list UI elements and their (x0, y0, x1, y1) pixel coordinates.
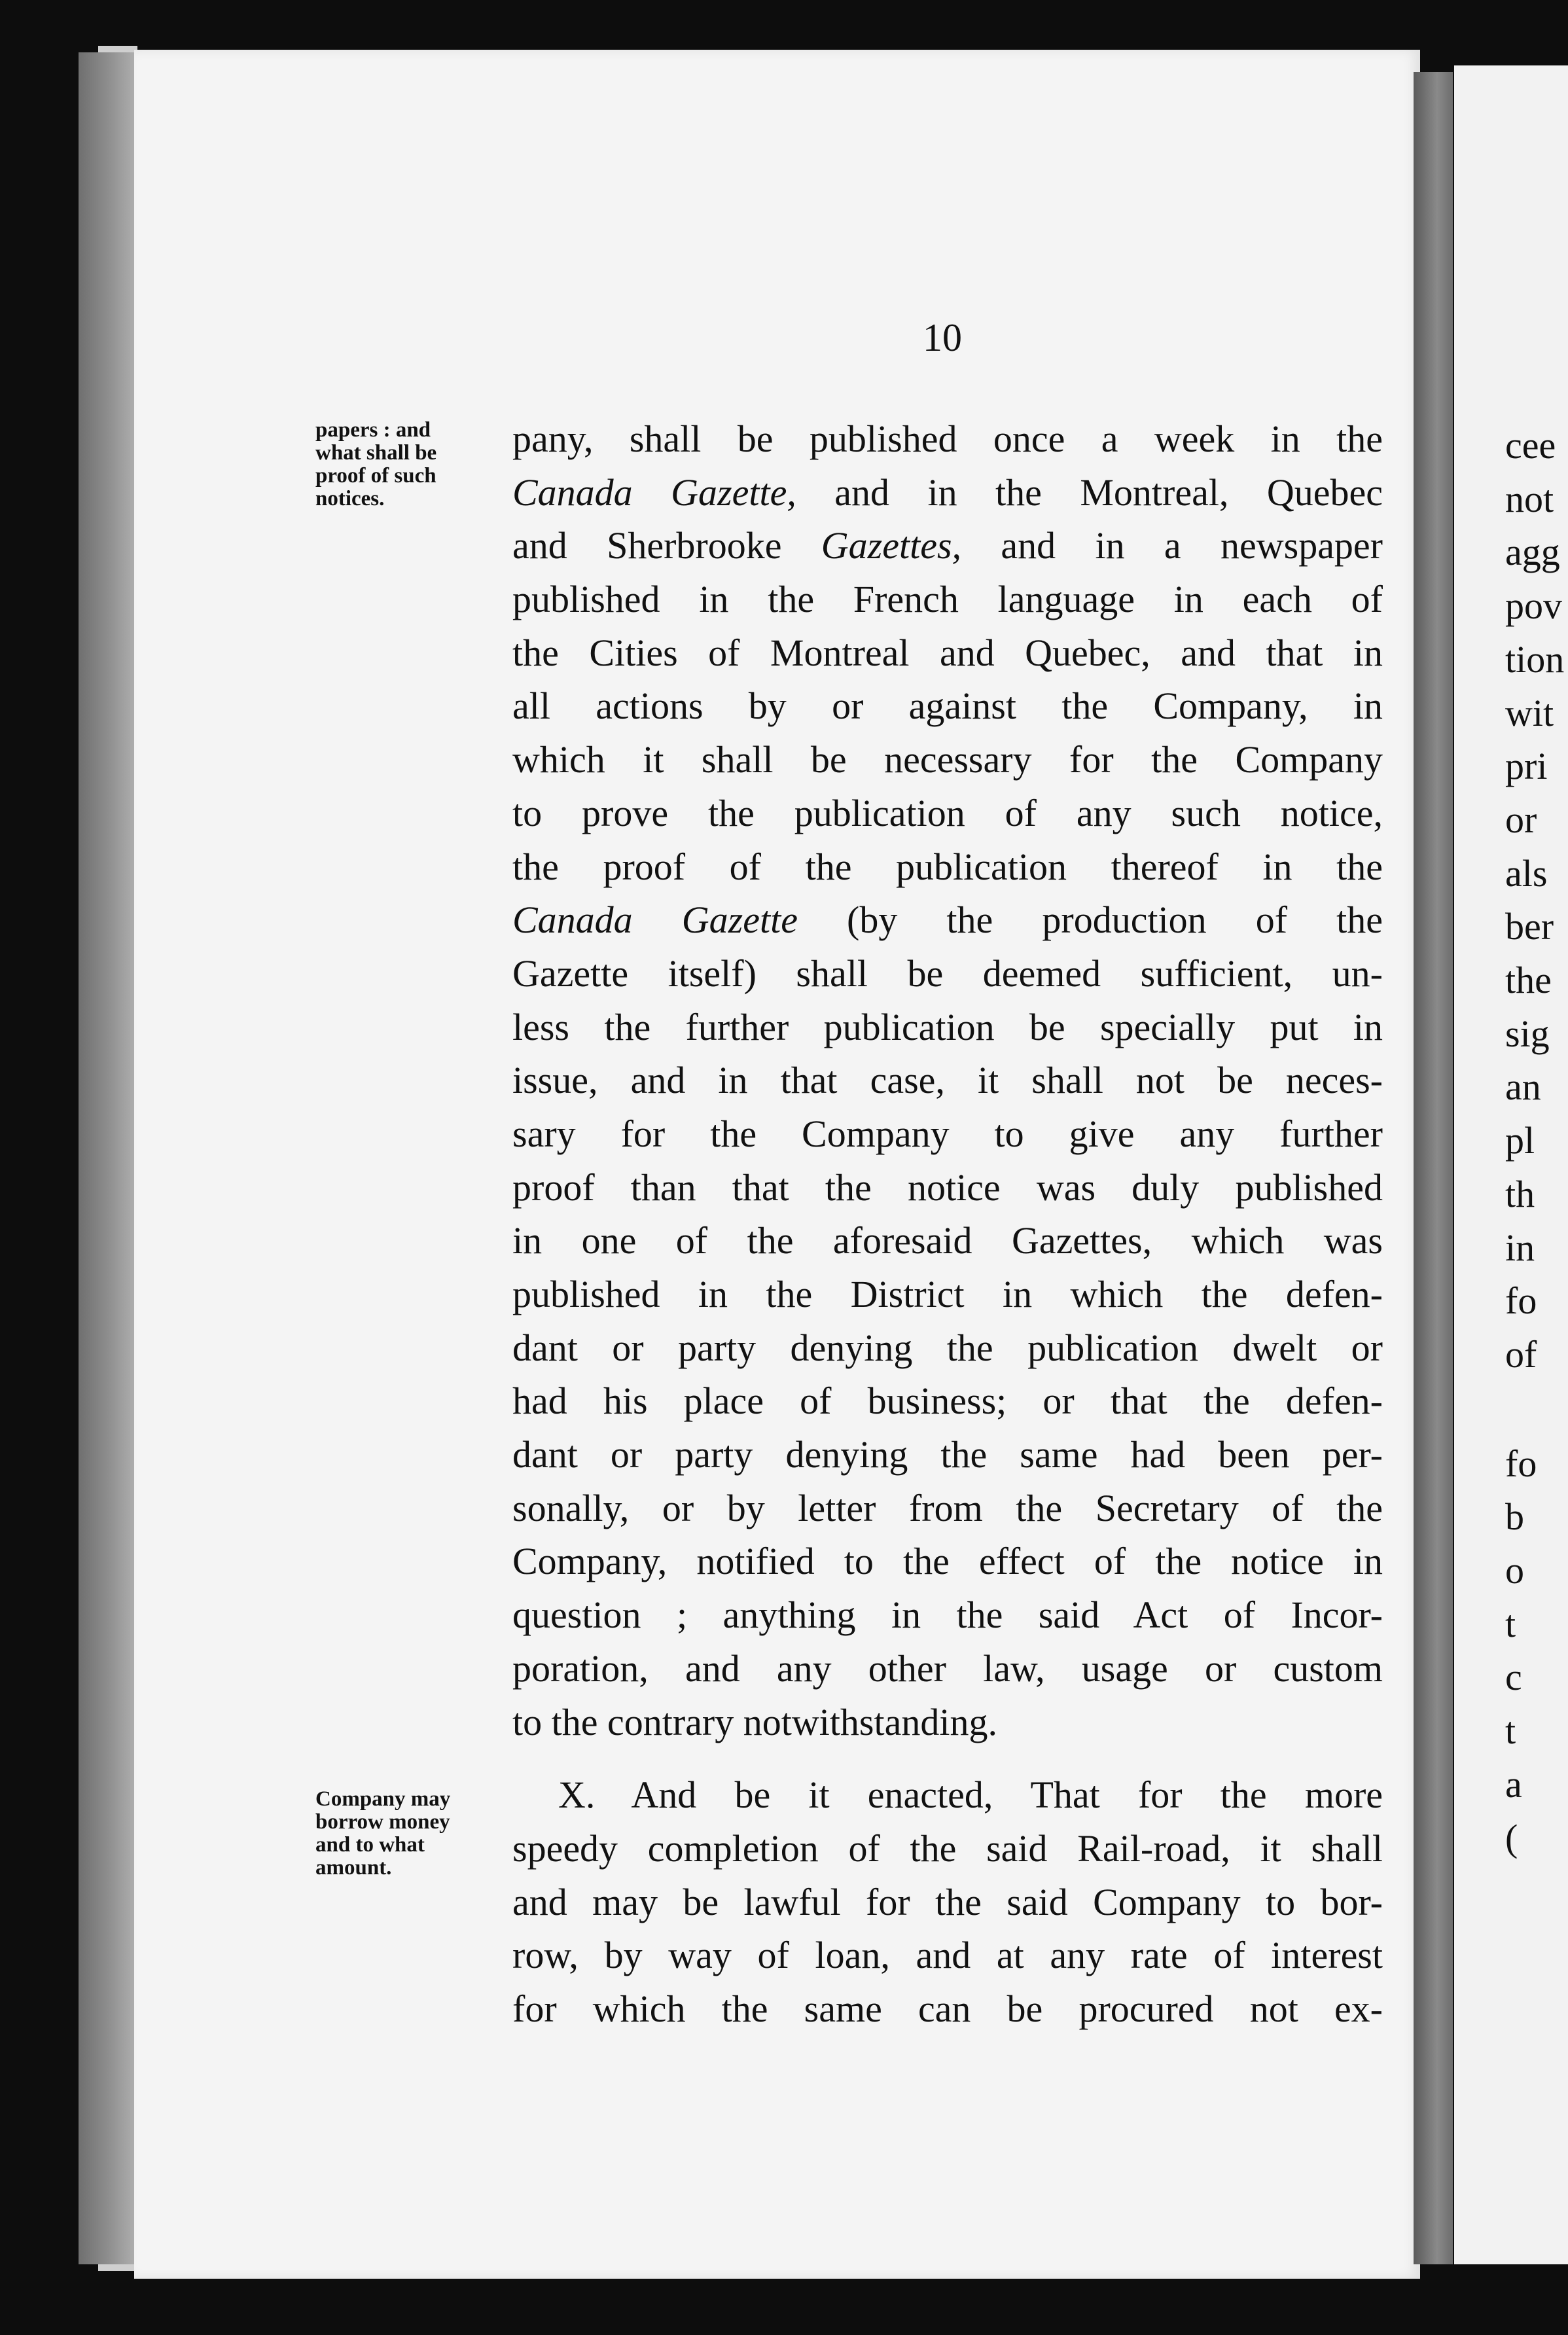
text-line: in one of the aforesaid Gazettes, which was (512, 1219, 1383, 1262)
facing-page-text-fragment: t (1505, 1602, 1516, 1645)
facing-page-text-fragment: b (1505, 1495, 1524, 1539)
margin-note-line: proof of such (315, 464, 437, 488)
italic-text: Gazettes, (821, 524, 962, 567)
text-line (512, 893, 1383, 947)
margin-note-line: borrow money (315, 1810, 450, 1834)
facing-page-text-fragment: o (1505, 1549, 1524, 1592)
text-line: and may be lawful for the said Company to bor- (512, 1880, 1383, 1923)
margin-note-line: and to what (315, 1833, 425, 1857)
margin-note-line: Company may (315, 1787, 451, 1811)
facing-page-text-fragment: pl (1505, 1119, 1535, 1162)
italic-text: Canada Gazette, (512, 471, 796, 514)
facing-page-fragment (1454, 65, 1568, 2264)
text-line: dant or party denying the publication dwelt or (512, 1326, 1383, 1369)
text-line: had his place of business; or that the defen- (512, 1380, 1383, 1423)
facing-page-text-fragment: or (1505, 798, 1537, 841)
text-line: the Cities of Montreal and Quebec, and that in (512, 631, 1383, 674)
paragraph-gap (512, 1749, 1383, 1768)
body-text (512, 412, 1383, 2036)
facing-page-text-fragment: in (1505, 1226, 1535, 1269)
facing-page-text-fragment: cee (1505, 424, 1556, 467)
text-line: dant or party denying the same had been per- (512, 1433, 1383, 1476)
book-gutter (1414, 72, 1453, 2264)
text-line: question ; anything in the said Act of Incor- (512, 1594, 1383, 1637)
text-line: the proof of the publication thereof in the (512, 845, 1383, 888)
text-line: issue, and in that case, it shall not be neces- (512, 1059, 1383, 1102)
text-line: poration, and any other law, usage or custom (512, 1647, 1383, 1690)
facing-page-text-fragment: th (1505, 1172, 1535, 1215)
margin-note-notices (315, 419, 505, 510)
text-line: sary for the Company to give any further (512, 1112, 1383, 1155)
left-binding-shadow (79, 52, 141, 2264)
margin-note-line: what shall be (315, 441, 437, 465)
text-line: speedy completion of the said Rail-road, it shall (512, 1827, 1383, 1870)
margin-note-line: amount. (315, 1856, 392, 1880)
facing-page-text-fragment: agg (1505, 531, 1560, 574)
text-line: proof than that the notice was duly published (512, 1166, 1383, 1209)
text-line: all actions by or against the Company, in (512, 685, 1383, 728)
facing-page-text-fragment: a (1505, 1762, 1522, 1806)
margin-note-borrow (315, 1788, 505, 1880)
text-line: sonally, or by letter from the Secretary of the (512, 1486, 1383, 1529)
facing-page-text-fragment: pri (1505, 745, 1548, 788)
margin-note-line: notices. (315, 487, 385, 510)
facing-page-text-fragment: als (1505, 851, 1548, 895)
facing-page-text-fragment: fo (1505, 1442, 1537, 1485)
facing-page-text-fragment: c (1505, 1656, 1522, 1699)
facing-page-text-fragment: pov (1505, 584, 1562, 628)
facing-page-text-fragment: tion (1505, 637, 1565, 681)
margin-note-line: papers : and (315, 418, 431, 442)
facing-page-text-fragment: t (1505, 1709, 1516, 1753)
facing-page-text-fragment: the (1505, 959, 1552, 1001)
text-line: to prove the publication of any such notice, (512, 791, 1383, 834)
page-number: 10 (923, 316, 962, 359)
facing-page-text-fragment: an (1505, 1065, 1541, 1109)
text-run: (by the production of the (797, 899, 1383, 942)
text-line: Gazette itself) shall be deemed sufficient, un- (512, 952, 1383, 995)
text-line (512, 519, 1383, 573)
italic-text: Canada Gazette (512, 899, 798, 942)
facing-page-text-fragment: ( (1505, 1816, 1518, 1859)
text-line (512, 466, 1383, 520)
text-line: less the further publication be specially put in (512, 1005, 1383, 1048)
text-line: pany, shall be published once a week in the (512, 418, 1383, 460)
facing-page-text-fragment: sig (1505, 1012, 1550, 1055)
facing-page-text-fragment: ber (1505, 905, 1554, 948)
text-line: Company, notified to the effect of the notice in (512, 1540, 1383, 1583)
text-line: which it shall be necessary for the Company (512, 738, 1383, 781)
text-run: and Sherbrooke (512, 524, 821, 567)
text-run: and in the Montreal, Quebec (796, 471, 1383, 514)
text-line: published in the French language in each of (512, 578, 1383, 621)
text-run: and in a newspaper (961, 524, 1383, 567)
text-line: to the contrary notwithstanding. (512, 1700, 997, 1743)
text-line: published in the District in which the defen- (512, 1273, 1383, 1315)
text-line: row, by way of loan, and at any rate of interest (512, 1934, 1383, 1977)
facing-page-text-fragment: fo (1505, 1279, 1537, 1323)
facing-page-text-fragment: wit (1505, 691, 1554, 734)
facing-page-text-fragment: not (1505, 477, 1554, 520)
text-line: X. And be it enacted, That for the more (558, 1774, 1383, 1817)
facing-page-text-fragment: of (1505, 1332, 1537, 1376)
text-line: for which the same can be procured not ex- (512, 1987, 1383, 2030)
